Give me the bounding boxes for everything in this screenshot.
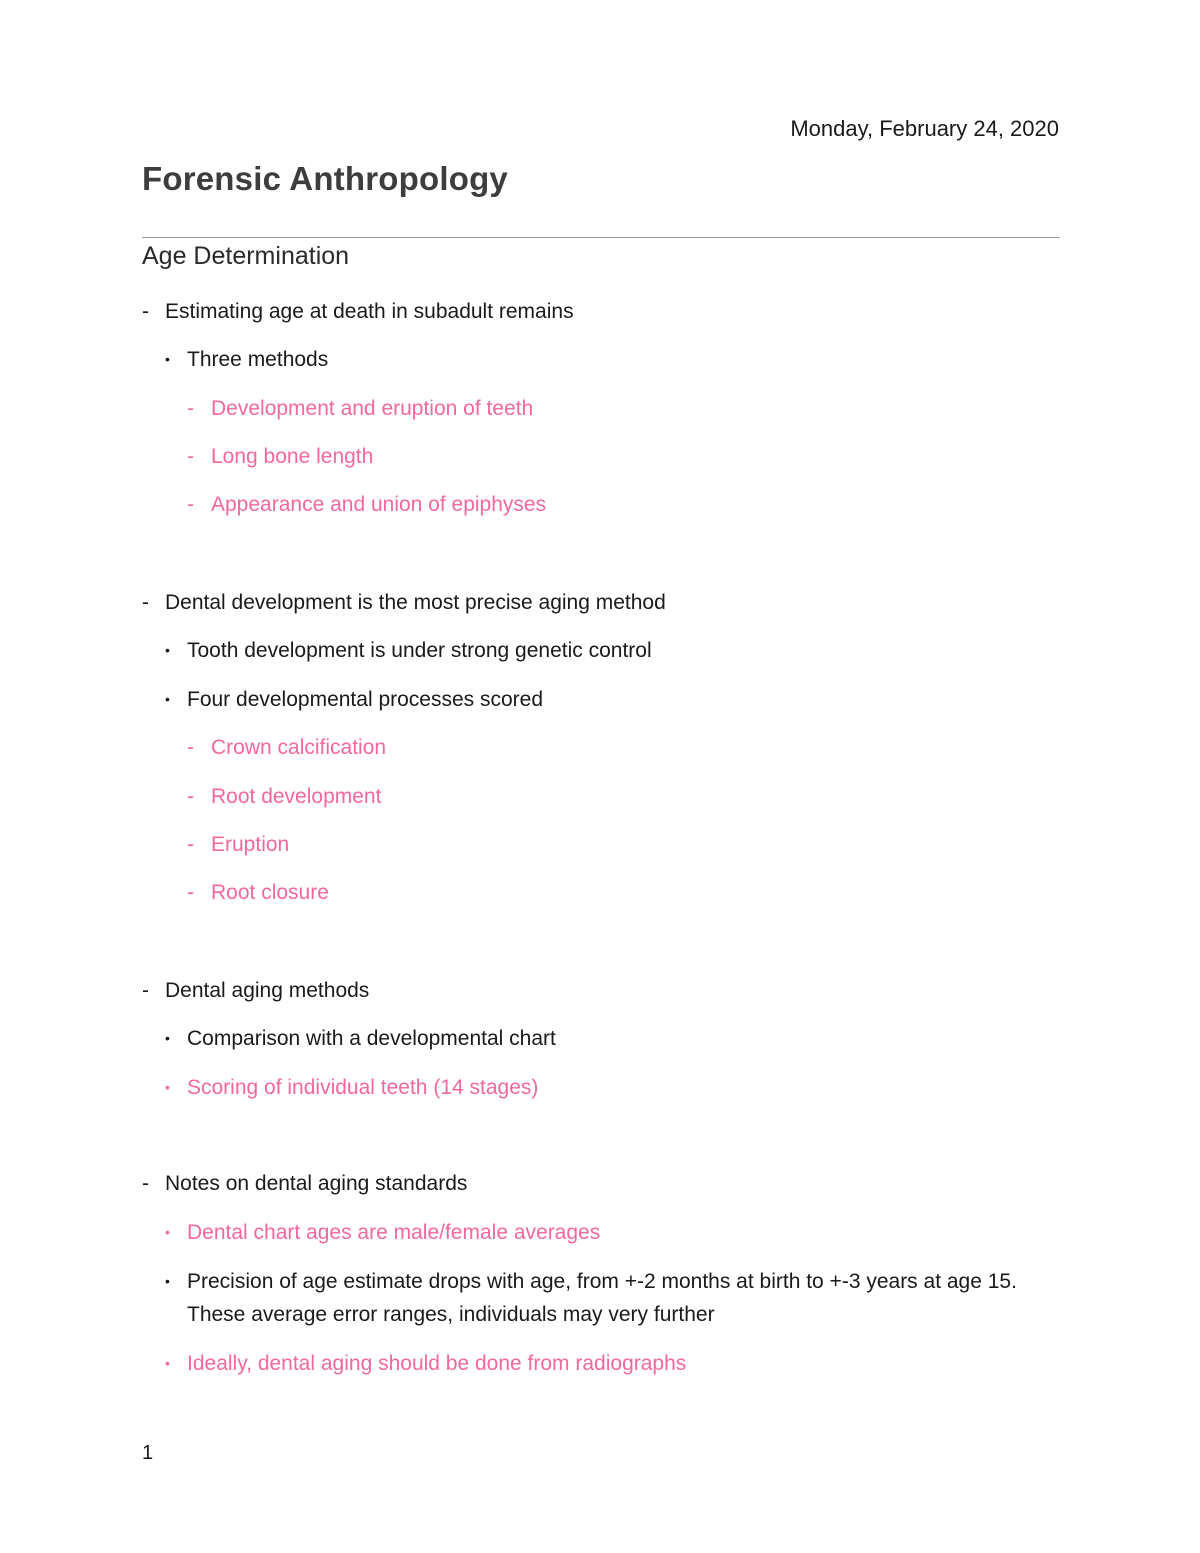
outline-item-text: Appearance and union of epiphyses (211, 493, 547, 516)
bullet-marker: • (165, 691, 170, 707)
dash-marker: - (187, 397, 194, 420)
bullet-marker: • (165, 1224, 170, 1240)
outline-item (165, 1071, 538, 1104)
dash-marker: - (187, 833, 194, 856)
outline-item (142, 586, 666, 619)
document-date: Monday, February 24, 2020 (790, 116, 1059, 141)
outline-item (142, 295, 574, 328)
section-heading: Age Determination (142, 242, 350, 270)
outline-item-text: Crown calcification (211, 736, 387, 759)
title-divider (142, 237, 1060, 238)
bullet-marker: • (165, 1030, 170, 1046)
outline-item (187, 392, 533, 425)
bullet-marker: • (165, 642, 170, 658)
outline-item (187, 780, 381, 813)
outline-item (187, 876, 329, 909)
outline-item-text: Three methods (187, 348, 329, 371)
outline-item-text: Comparison with a developmental chart (187, 1027, 556, 1050)
outline-item (142, 1167, 467, 1200)
outline-item (187, 488, 546, 521)
page-number: 1 (142, 1442, 154, 1464)
outline-item (165, 683, 543, 716)
outline-item-text: Development and eruption of teeth (211, 397, 534, 420)
dash-marker: - (187, 785, 194, 808)
dash-marker: - (142, 1172, 149, 1195)
outline-item-text: Eruption (211, 833, 290, 856)
bullet-marker: • (165, 1355, 170, 1371)
outline-item (165, 1022, 556, 1055)
outline-item-text: Dental aging methods (165, 979, 370, 1002)
outline-item-text: Root development (211, 785, 382, 808)
outline-item-text: Root closure (211, 881, 329, 904)
outline-item-text: Notes on dental aging standards (165, 1172, 468, 1195)
outline-item (187, 731, 386, 764)
outline-item-text: Ideally, dental aging should be done from radiographs (187, 1352, 687, 1375)
dash-marker: - (142, 591, 149, 614)
bullet-marker: • (165, 1273, 170, 1289)
outline-item-text: Estimating age at death in subadult remains (165, 300, 574, 323)
outline-item-text: Long bone length (211, 445, 374, 468)
dash-marker: - (142, 979, 149, 1002)
dash-marker: - (187, 445, 194, 468)
outline-item-text: Four developmental processes scored (187, 688, 544, 711)
outline-item-text: Scoring of individual teeth (14 stages) (187, 1076, 539, 1099)
outline-item (165, 343, 328, 376)
dash-marker: - (187, 881, 194, 904)
dash-marker: - (187, 493, 194, 516)
outline-item (187, 828, 289, 861)
outline-item-text: Dental development is the most precise aging method (165, 591, 666, 614)
outline-item (165, 1347, 686, 1380)
outline-item (165, 1265, 1057, 1331)
dash-marker: - (142, 300, 149, 323)
outline-item-text: Precision of age estimate drops with age, from +-2 months at birth to +-3 years at age 15. These average error ranges, individuals may very further (187, 1270, 1017, 1326)
outline-item-text: Tooth development is under strong genetic control (187, 639, 652, 662)
bullet-marker: • (165, 1079, 170, 1095)
outline-item (165, 634, 652, 667)
dash-marker: - (187, 736, 194, 759)
outline-item-text: Dental chart ages are male/female averages (187, 1221, 601, 1244)
outline-item (165, 1216, 600, 1249)
outline-item (142, 974, 369, 1007)
bullet-marker: • (165, 351, 170, 367)
page-title: Forensic Anthropology (142, 160, 508, 197)
outline-item (187, 440, 373, 473)
